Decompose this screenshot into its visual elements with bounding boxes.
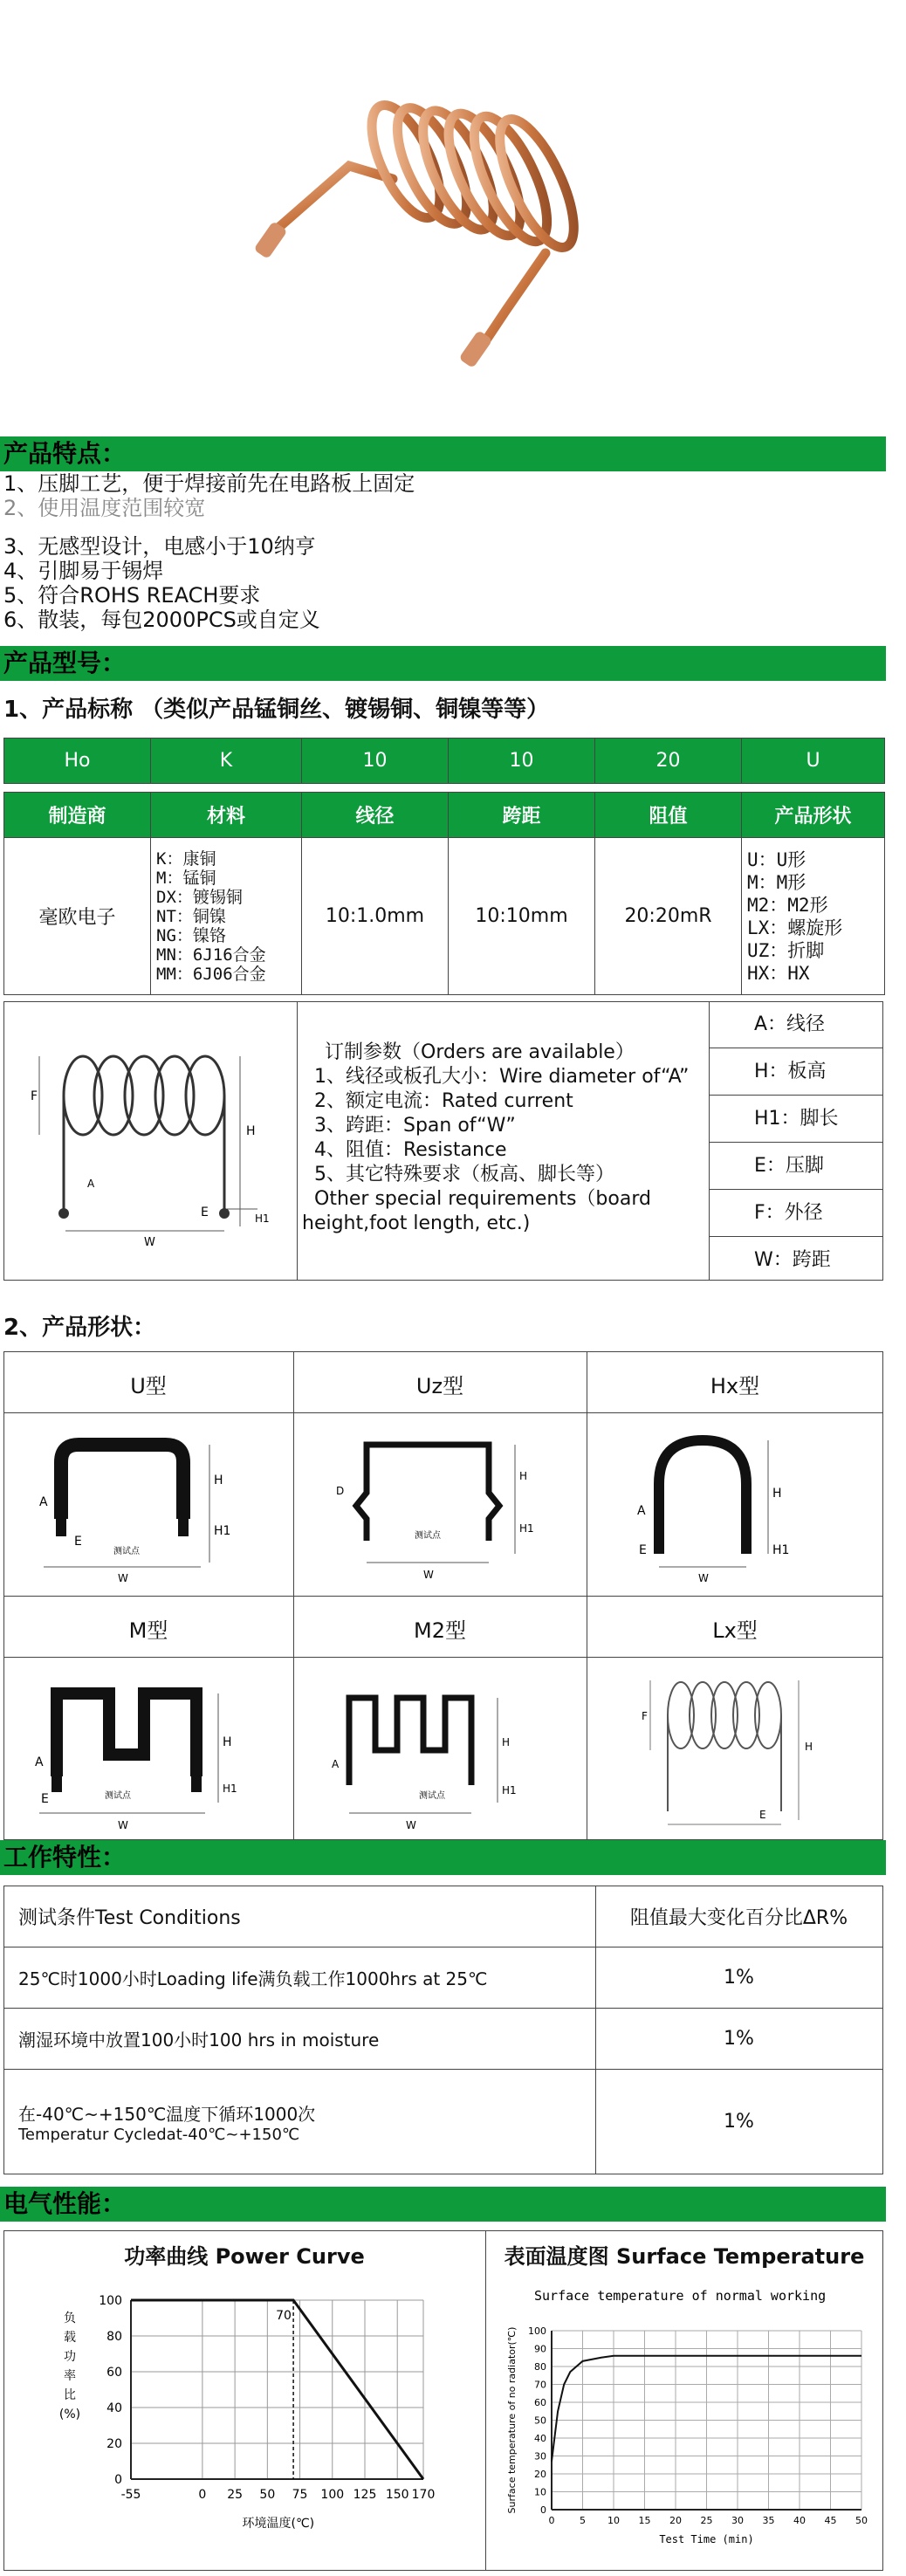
m2-label-w: W (406, 1819, 416, 1831)
material-item: NT：铜镍 (156, 906, 226, 926)
feature-1: 1、压脚工艺，便于焊接前先在电路板上固定 (3, 471, 415, 496)
header-material: 材料 (151, 793, 302, 838)
hx-label-w: W (698, 1572, 709, 1584)
temp-y-label: Surface temperature of no radiator(℃) (506, 2326, 518, 2514)
uz-label-d: D (336, 1485, 345, 1497)
header-shape: 产品形状 (742, 793, 885, 838)
electrical-heading: 电气性能： (0, 2187, 886, 2222)
param-4: 4、阻值：Resistance (314, 1139, 507, 1161)
drawing-label-e: E (201, 1206, 209, 1219)
legend-item: H1：脚长 (709, 1096, 883, 1143)
value-maker: 毫欧电子 (4, 838, 151, 995)
uz-test-point: 测试点 (415, 1531, 441, 1541)
feature-5: 5、符合ROHS REACH要求 (3, 583, 261, 608)
work-row-cond-line2: Temperatur Cycledat-40℃~+150℃ (18, 2125, 300, 2144)
shape-title-uz: Uz型 (415, 1374, 464, 1398)
power-chart-title: 功率曲线 Power Curve (124, 2244, 365, 2269)
hx-label-e: E (639, 1543, 647, 1557)
hx-shape-drawing (628, 1423, 855, 1589)
temp-y-tick: 10 (534, 2486, 546, 2498)
temp-y-tick: 80 (534, 2361, 546, 2373)
value-materials (151, 838, 302, 995)
temp-x-tick: 0 (548, 2515, 555, 2526)
u-label-h1: H1 (214, 1524, 231, 1538)
u-label-a: A (39, 1495, 48, 1509)
temp-x-label: Test Time (min) (659, 2533, 754, 2545)
lx-label-e: E (759, 1809, 766, 1821)
hx-label-h1: H1 (772, 1543, 790, 1557)
shape-title-hx: Hx型 (710, 1374, 760, 1398)
param-2: 2、额定电流：Rated current (314, 1090, 573, 1112)
feature-6: 6、散装，每包2000PCS或自定义 (3, 608, 320, 632)
power-annotation: 70 (276, 2309, 292, 2323)
temp-y-tick: 20 (534, 2469, 546, 2480)
m-label-h1: H1 (223, 1783, 237, 1795)
material-item: MM：6J06合金 (156, 964, 266, 984)
value-resistance: 20:20mR (595, 838, 742, 995)
shapes-heading: 2、产品形状： (3, 1315, 156, 1341)
m2-shape-drawing (323, 1663, 559, 1833)
temp-y-tick: 70 (534, 2379, 546, 2391)
power-curve-chart (9, 2270, 480, 2566)
surface-temp-chart (491, 2270, 879, 2566)
work-row-cond: 潮湿环境中放置100小时100 hrs in moisture (4, 2009, 596, 2070)
header-diameter: 线径 (302, 793, 449, 838)
uz-shape-drawing (332, 1423, 559, 1589)
power-x-tick: 75 (292, 2488, 308, 2502)
temp-y-tick: 90 (534, 2343, 546, 2355)
lx-label-h: H (805, 1741, 813, 1753)
hx-label-h: H (772, 1487, 782, 1501)
features-heading: 产品特点： (0, 436, 886, 471)
u-label-e: E (74, 1535, 82, 1549)
code-resistance: 20 (595, 738, 742, 784)
temp-x-tick: 5 (580, 2515, 586, 2526)
temp-x-tick: 50 (855, 2515, 868, 2526)
shape-title-m2: M2型 (414, 1618, 466, 1643)
param-5: 5、其它特殊要求（板高、脚长等） (314, 1164, 614, 1185)
temp-y-tick: 0 (540, 2504, 546, 2516)
power-y-label: 比 (64, 2388, 76, 2402)
power-y-tick: 0 (114, 2473, 122, 2487)
work-table (3, 1886, 883, 2174)
work-row-val: 1% (596, 1947, 883, 2009)
temp-y-tick: 50 (534, 2415, 546, 2427)
power-x-tick: 50 (259, 2488, 276, 2502)
power-y-label: 负 (64, 2312, 76, 2325)
param-6: Other special requirements（board (314, 1188, 651, 1210)
uz-label-w: W (423, 1569, 434, 1581)
power-x-tick: 125 (353, 2488, 377, 2502)
coil-drawing (26, 1034, 279, 1253)
power-y-label: (%) (58, 2408, 81, 2421)
m2-label-h: H (502, 1736, 511, 1748)
model-table (3, 738, 885, 995)
header-span: 跨距 (449, 793, 595, 838)
work-heading: 工作特性： (0, 1840, 886, 1875)
power-y-label: 率 (64, 2369, 76, 2383)
header-resistance: 阻值 (595, 793, 742, 838)
power-x-tick: 150 (385, 2488, 409, 2502)
param-7: height,foot length, etc.) (302, 1212, 531, 1234)
power-x-tick: 0 (198, 2488, 207, 2502)
code-maker: Ho (4, 738, 151, 784)
work-row-val: 1% (596, 2009, 883, 2070)
shape-code: LX：螺旋形 (747, 917, 843, 938)
temp-chart-title: 表面温度图 Surface Temperature (504, 2244, 865, 2269)
temp-y-tick: 30 (534, 2450, 546, 2463)
u-label-h: H (214, 1473, 223, 1487)
m2-label-a: A (332, 1758, 340, 1770)
drawing-label-h1: H1 (255, 1212, 270, 1225)
material-item: DX：镀锡铜 (156, 887, 243, 907)
model-heading: 产品型号： (0, 646, 886, 681)
drawing-label-h: H (246, 1124, 256, 1138)
legend-item: H：板高 (709, 1048, 883, 1096)
shape-code: M：M形 (747, 871, 806, 893)
legend-item: E：压脚 (709, 1143, 883, 1190)
temp-x-tick: 10 (607, 2515, 620, 2526)
shape-code: M2：M2形 (747, 894, 828, 916)
work-row-val: 1% (596, 2070, 883, 2174)
legend-item: W：跨距 (754, 1249, 831, 1271)
uz-label-h: H (519, 1470, 528, 1482)
u-shape-drawing (35, 1423, 262, 1589)
material-item: NG：镍铬 (156, 925, 226, 945)
drawing-label-a: A (87, 1178, 95, 1190)
power-series-line (131, 2300, 423, 2479)
material-item: MN：6J16合金 (156, 945, 266, 965)
power-y-tick: 100 (99, 2294, 122, 2308)
temp-x-tick: 30 (731, 2515, 744, 2526)
shape-title-u: U型 (130, 1374, 167, 1398)
power-x-tick: 100 (320, 2488, 345, 2502)
u-test-point: 测试点 (113, 1547, 140, 1556)
power-x-tick: 25 (227, 2488, 244, 2502)
temp-x-tick: 35 (762, 2515, 775, 2526)
temp-x-tick: 40 (793, 2515, 806, 2526)
work-col-conditions: 测试条件Test Conditions (4, 1886, 596, 1947)
shape-code: U：U形 (747, 848, 806, 870)
m-shape-drawing (31, 1663, 266, 1833)
m-test-point: 测试点 (105, 1791, 131, 1801)
power-y-tick: 60 (106, 2366, 122, 2380)
work-row-cond-line1: 在-40℃~+150℃温度下循环1000次 (18, 2103, 316, 2125)
m-label-a: A (35, 1755, 44, 1769)
temp-x-tick: 15 (638, 2515, 651, 2526)
product-photo (244, 48, 620, 371)
m2-test-point: 测试点 (419, 1791, 445, 1801)
temp-y-tick: 100 (528, 2325, 546, 2337)
power-y-tick: 80 (106, 2330, 122, 2344)
temp-y-tick: 40 (534, 2433, 546, 2444)
drawing-label-f: F (31, 1089, 38, 1103)
legend-item: F：外径 (709, 1190, 883, 1237)
material-item: K：康铜 (156, 848, 216, 869)
feature-4: 4、引脚易于锡焊 (3, 559, 164, 583)
power-y-label: 功 (64, 2350, 76, 2364)
hx-label-a: A (637, 1504, 646, 1518)
work-col-delta: 阻值最大变化百分比ΔR% (596, 1886, 883, 1947)
m2-label-h1: H1 (502, 1784, 517, 1796)
m-label-e: E (41, 1792, 49, 1806)
power-y-label: 载 (64, 2331, 76, 2345)
code-shape: U (742, 738, 885, 784)
shape-title-lx: Lx型 (712, 1618, 758, 1643)
shape-title-m: M型 (128, 1618, 168, 1643)
lx-shape-drawing (611, 1663, 873, 1833)
shape-code: HX：HX (747, 962, 810, 984)
power-y-tick: 20 (106, 2437, 122, 2451)
temp-chart-subtitle: Surface temperature of normal working (534, 2288, 827, 2304)
power-x-tick: 170 (411, 2488, 436, 2502)
param-3: 3、跨距：Span of“W” (314, 1115, 516, 1137)
shape-code: UZ：折脚 (747, 939, 825, 961)
feature-2: 2、使用温度范围较宽 (3, 496, 206, 520)
code-diameter: 10 (302, 738, 449, 784)
code-span: 10 (449, 738, 595, 784)
temp-x-tick: 25 (700, 2515, 713, 2526)
u-label-w: W (118, 1572, 128, 1584)
uz-label-h1: H1 (519, 1522, 534, 1535)
header-maker: 制造商 (4, 793, 151, 838)
m-label-h: H (223, 1735, 232, 1749)
power-y-tick: 40 (106, 2401, 122, 2415)
params-title: 订制参数（Orders are available） (325, 1041, 635, 1063)
lx-label-f: F (642, 1710, 648, 1722)
power-x-label: 环境温度(℃) (242, 2517, 315, 2531)
param-1: 1、线径或板孔大小：Wire diameter of“A” (314, 1066, 690, 1088)
power-x-tick: -55 (120, 2488, 141, 2502)
work-row-cond: 25℃时1000小时Loading life满负载工作1000hrs at 25℃ (4, 1947, 596, 2009)
value-diameter: 10:1.0mm (302, 838, 449, 995)
work-row-cond (4, 2070, 596, 2174)
temp-y-tick: 60 (534, 2397, 546, 2408)
value-shapes (742, 838, 885, 995)
legend-list (709, 1001, 883, 1283)
temp-x-tick: 45 (824, 2515, 837, 2526)
m-label-w: W (118, 1819, 128, 1831)
temp-x-tick: 20 (669, 2515, 682, 2526)
drawing-label-w: W (144, 1236, 155, 1249)
legend-item: A：线径 (709, 1001, 883, 1048)
model-subheading: 1、产品标称 （类似产品锰铜丝、镀锡铜、铜镍等等） (3, 697, 550, 723)
feature-3: 3、无感型设计，电感小于10纳亨 (3, 534, 316, 559)
value-span: 10:10mm (449, 838, 595, 995)
material-item: M：锰铜 (156, 868, 216, 888)
code-material: K (151, 738, 302, 784)
